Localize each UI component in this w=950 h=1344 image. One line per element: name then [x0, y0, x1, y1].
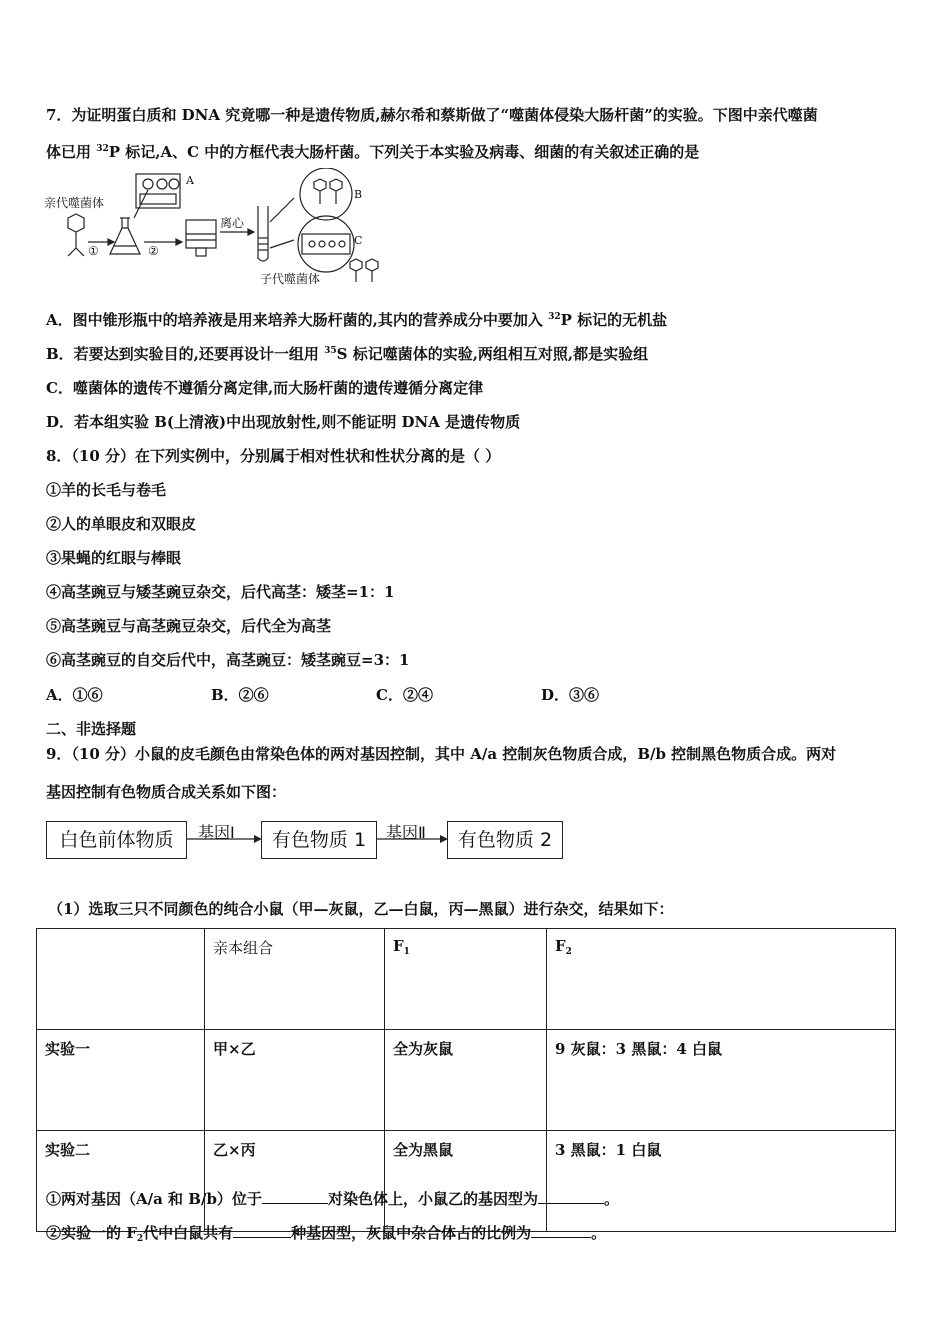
- table-cell: 9 灰鼠：3 黑鼠：4 白鼠: [547, 1030, 896, 1131]
- conical-flask-icon: [110, 218, 140, 254]
- phage-diagram-svg: [44, 168, 394, 290]
- q8-item: ⑥高茎豌豆的自交后代中，高茎豌豆：矮茎豌豆=3：1: [46, 651, 410, 669]
- table-cell: 乙×丙: [205, 1131, 385, 1232]
- label-c: C: [354, 234, 363, 247]
- table-cell: 亲本组合: [205, 929, 385, 1030]
- circle-b-icon: [300, 168, 352, 220]
- q8-stem: 8．（10 分）在下列实例中，分别属于相对性状和性状分离的是（ ）: [46, 447, 501, 465]
- arrow-right-icon: [376, 833, 448, 845]
- q7-stem-line1: 7．为证明蛋白质和 DNA 究竟哪一种是遗传物质,赫尔希和蔡斯做了“噬菌体侵染大肠杆菌”的实验。下图中亲代噬菌: [46, 106, 818, 124]
- q9-sub2: ②实验一的 $F_2$代中白鼠共有 种基因型，灰鼠中杂合体占的比例为 。: [46, 1224, 607, 1244]
- table-cell: $F_1$: [385, 929, 547, 1030]
- phage-experiment-diagram: [44, 168, 394, 290]
- table-cell: 实验二: [37, 1131, 205, 1232]
- q7-option-d: D．若本组实验 B(上清液)中出现放射性,则不能证明 DNA 是遗传物质: [46, 413, 521, 431]
- cross-results-table: [36, 928, 896, 1232]
- table-cell: 全为黑鼠: [385, 1131, 547, 1232]
- q8-item: ④高茎豌豆与矮茎豌豆杂交，后代高茎：矮茎=1：1: [46, 583, 395, 601]
- q8-option-c: C．②④: [376, 686, 433, 704]
- q8-item: ②人的单眼皮和双眼皮: [46, 515, 197, 533]
- q8-item: ①羊的长毛与卷毛: [46, 481, 167, 499]
- q7-stem-line2: 体已用 $^{32}$P 标记,A、C 中的方框代表大肠杆菌。下列关于本实验及病毒、细菌的有关叙述正确的是: [46, 143, 700, 161]
- arrow-icon: [270, 240, 294, 248]
- answer-blank[interactable]: [262, 1189, 328, 1204]
- answer-blank[interactable]: [531, 1223, 591, 1238]
- arrow-right-icon: [186, 833, 262, 845]
- q8-item: ③果蝇的红眼与棒眼: [46, 549, 182, 567]
- q7-option-b: B．若要达到实验目的,还要再设计一组用 $^{35}$S 标记噬菌体的实验,两组相互对照,都是实验组: [46, 345, 649, 363]
- table-row: [37, 1030, 896, 1131]
- q7-option-a: A．图中锥形瓶中的培养液是用来培养大肠杆菌的,其内的营养成分中要加入 $^{32}$P 标记的无机盐: [46, 311, 668, 329]
- centrifuge-label: 离心: [220, 216, 245, 230]
- offspring-phage-label: 子代噬菌体: [260, 272, 321, 286]
- circle-c-icon: [298, 216, 354, 272]
- label-a: A: [186, 174, 194, 187]
- q8-option-a: A．①⑥: [46, 686, 103, 704]
- flow-arrow-label-gene2: 基因Ⅱ: [386, 823, 426, 842]
- q8-option-d: D．③⑥: [541, 686, 600, 704]
- q9-part1: （1）选取三只不同颜色的纯合小鼠（甲—灰鼠，乙—白鼠，丙—黑鼠）进行杂交，结果如下：: [48, 900, 674, 918]
- parent-phage-label: 亲代噬菌体: [44, 196, 105, 210]
- q9-sub1: ①两对基因（A/a 和 B/b）位于 对染色体上，小鼠乙的基因型为 。: [46, 1190, 619, 1208]
- answer-blank[interactable]: [538, 1189, 604, 1204]
- section-heading: 二、非选择题: [46, 720, 137, 738]
- flow-arrow-label-gene1: 基因Ⅰ: [198, 823, 235, 842]
- answer-blank[interactable]: [233, 1223, 291, 1238]
- q7-option-c: C．噬菌体的遗传不遵循分离定律,而大肠杆菌的遗传遵循分离定律: [46, 379, 484, 397]
- label-b: B: [354, 188, 363, 201]
- table-cell: $F_2$: [547, 929, 896, 1030]
- q9-stem-line2: 基因控制有色物质合成关系如下图：: [46, 783, 287, 801]
- beaker-icon: [186, 220, 216, 256]
- flow-box-pigment2: 有色物质 2: [447, 821, 563, 859]
- table-row: [37, 1131, 896, 1232]
- table-cell: 实验一: [37, 1030, 205, 1131]
- flow-box-white-precursor: 白色前体物质: [46, 821, 187, 859]
- arrow-icon: [270, 198, 294, 222]
- parent-phage-icon: [68, 214, 84, 256]
- table-cell: 甲×乙: [205, 1030, 385, 1131]
- table-cell: 3 黑鼠：1 白鼠: [547, 1131, 896, 1232]
- step1-label: ①: [88, 244, 99, 258]
- table-header-row: [37, 929, 896, 1030]
- q8-item: ⑤高茎豌豆与高茎豌豆杂交，后代全为高茎: [46, 617, 332, 635]
- offspring-phage-icon: [350, 259, 378, 282]
- step2-label: ②: [148, 244, 159, 258]
- table-cell: 全为灰鼠: [385, 1030, 547, 1131]
- table-cell: [37, 929, 205, 1030]
- q8-option-b: B．②⑥: [211, 686, 269, 704]
- flow-box-pigment1: 有色物质 1: [261, 821, 377, 859]
- centrifuge-tube-icon: [258, 206, 268, 261]
- q9-stem-line1: 9．（10 分）小鼠的皮毛颜色由常染色体的两对基因控制，其中 A/a 控制灰色物质合成，B/b 控制黑色物质合成。两对: [46, 745, 837, 763]
